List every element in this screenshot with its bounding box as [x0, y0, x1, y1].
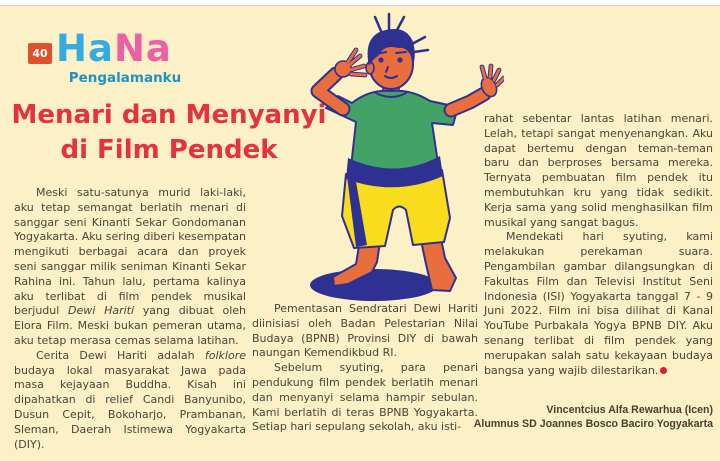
byline-affiliation: Alumnus SD Joannes Bosco Baciro Yogyakarta: [473, 418, 713, 430]
article-end-dot: [660, 367, 667, 374]
bent-hand: [335, 61, 351, 77]
right-eye: [397, 57, 402, 62]
logo-text-na: Na: [113, 27, 172, 70]
article-paragraph: rahat sebentar lantas latihan menari. Lelah, tetapi sangat menyenangkan. Aku dapat bertemu dengan teman-teman baru dan berproses bersama mereka. Ternyata pembuatan film pendek itu membutuhkan kru yang tidak sedikit. Kerja sama yang solid menghasilkan film musikal yang sangat bagus.: [484, 112, 713, 229]
bent-hand-fingers: [348, 50, 365, 75]
dancing-boy-illustration: [248, 4, 504, 306]
byline: [444, 403, 713, 431]
article-paragraph: Meski satu-satunya murid laki-laki, aku tetap semangat berlatih menari di sanggar seni Kinanti Sekar Gondomanan Yogyakarta. Aku sering diberi kesempatan mengikuti berbagai acara dan proyek seni sanggar milik seniman Kinanti Sekar Rahina ini. Tahun lalu, pertama kalinya aku terlibat di film pendek musikal berjudul Dewi Hariti yang dibuat oleh Elora Film. Meski bukan pemeran utama, aku tetap merasa cemas selama latihan.: [14, 186, 246, 347]
article-paragraph: Pementasan Sendratari Dewi Hariti diinisiasi oleh Badan Pelestarian Nilai Budaya (BPNB) Provinsi DIY di bawah naungan Kemendikbud RI.: [252, 302, 478, 360]
logo-text-ha: Ha: [56, 27, 114, 70]
article-paragraph: Mendekati hari syuting, kami melakukan perekaman suara. Pengambilan gambar dilangsungkan di Fakultas Film dan Televisi Institut Seni Indonesia (ISI) Yogyakarta tanggal 7 - 9 Juni 2022. Film ini bisa dilihat di Kanal YouTube Purbakala Yogya BPNB DIY. Aku senang terlibat di film pendek yang merupakan salah satu kekayaan budaya bangsa yang wajib dilestarikan.: [484, 230, 713, 377]
article-title-line1: Menari dan Menyanyi: [11, 100, 327, 130]
page-number: 40: [32, 47, 48, 60]
page-number-badge: [28, 43, 52, 64]
article-column-1: [14, 186, 246, 452]
magazine-section-tagline: Pengalamanku: [68, 70, 182, 86]
left-eye: [378, 57, 383, 62]
article-title-line2: di Film Pendek: [60, 135, 278, 165]
article-column-3: [484, 112, 713, 378]
byline-author: Vincentcius Alfa Rewarhua (Icen): [546, 404, 713, 416]
article-paragraph: Cerita Dewi Hariti adalah folklore budaya lokal masyarakat Jawa pada masa kejayaan Buddha. Kisah ini dipahatkan di relief Candi Banyunibo, Dusun Cepit, Bokoharjo, Prambanan, Sleman, Daerah Istimewa Yogyakarta (DIY).: [14, 348, 246, 451]
hana-logo: [56, 27, 172, 70]
article-paragraph: Sebelum syuting, para penari pendukung film pendek berlatih menari dan menyanyi selama hampir sebulan. Kami berlatih di teras BPNB Yogyakarta. Setiap hari sepulang sekolah, aku isti-: [252, 361, 478, 434]
floor-shadow: [310, 269, 438, 301]
